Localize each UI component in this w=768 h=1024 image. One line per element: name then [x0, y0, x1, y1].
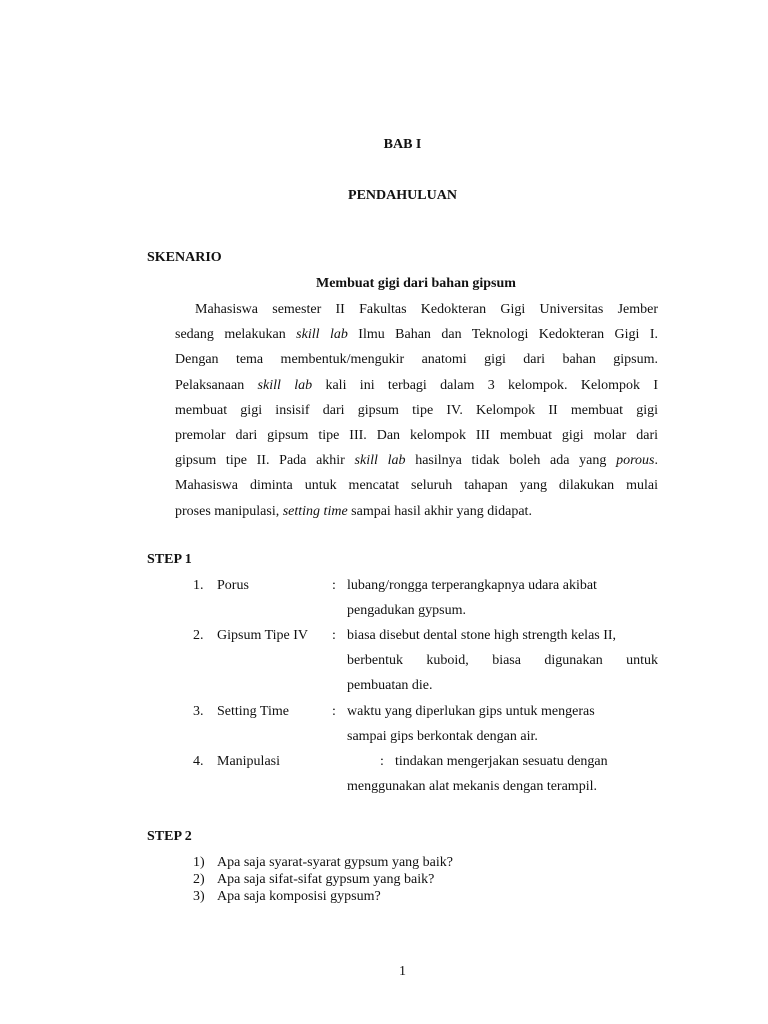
- chapter-title: PENDAHULUAN: [348, 188, 457, 203]
- step1-item-term: Gipsum Tipe IV: [217, 628, 309, 643]
- scenario-italic-term: skill lab: [257, 377, 313, 393]
- scenario-line: gipsum tipe II. Pada akhir skill lab hasilnya tidak boleh ada yang porous.: [175, 453, 658, 469]
- step1-item-colon: :: [332, 704, 336, 719]
- step1-item-definition-line: lubang/rongga terperangkapnya udara akibat: [347, 578, 597, 593]
- scenario-line: Mahasiswa semester II Fakultas Kedokteran Gigi Universitas Jember: [195, 302, 658, 317]
- chapter-number: BAB I: [383, 137, 422, 152]
- scenario-italic-term: setting time: [282, 503, 348, 519]
- step1-item-definition-line: waktu yang diperlukan gips untuk mengeras: [347, 704, 595, 719]
- step1-item-definition-line: berbentuk kuboid, biasa digunakan untuk: [347, 653, 658, 669]
- section-heading-step1: STEP 1: [147, 552, 192, 567]
- scenario-line: Mahasiswa diminta untuk mencatat seluruh tahapan yang dilakukan mulai: [175, 478, 658, 494]
- step2-question-number: 3): [193, 889, 205, 904]
- step1-item-term: Porus: [217, 578, 249, 593]
- scenario-title: Membuat gigi dari bahan gipsum: [316, 276, 516, 291]
- step1-item-colon: :: [332, 578, 336, 593]
- page-number: 1: [399, 964, 406, 979]
- step1-item-colon: :: [380, 754, 384, 769]
- step1-item-definition-line: biasa disebut dental stone high strength kelas II,: [347, 628, 617, 643]
- step1-item-number: 2.: [193, 628, 204, 643]
- step1-item-number: 1.: [193, 578, 204, 593]
- scenario-line: premolar dari gipsum tipe III. Dan kelompok III membuat gigi molar dari: [175, 427, 658, 443]
- scenario-paragraph: [175, 297, 658, 524]
- step1-item-definition-line: tindakan mengerjakan sesuatu dengan: [395, 754, 608, 769]
- step1-item-number: 3.: [193, 704, 204, 719]
- step2-question-text: Apa saja komposisi gypsum?: [217, 889, 381, 904]
- section-heading-skenario: SKENARIO: [147, 250, 222, 265]
- scenario-italic-term: skill lab: [354, 453, 406, 469]
- scenario-line: sedang melakukan skill lab Ilmu Bahan dan Teknologi Kedokteran Gigi I.: [175, 327, 658, 343]
- scenario-italic-term: porous: [616, 453, 655, 469]
- step1-item-number: 4.: [193, 754, 204, 769]
- step1-item-definition-line: menggunakan alat mekanis dengan terampil.: [347, 779, 597, 795]
- section-heading-step2: STEP 2: [147, 829, 192, 844]
- scenario-line: membuat gigi insisif dari gipsum tipe IV. Kelompok II membuat gigi: [175, 402, 658, 418]
- step1-item-definition-line: pengadukan gypsum.: [347, 603, 466, 619]
- step2-question-text: Apa saja syarat-syarat gypsum yang baik?: [217, 855, 453, 870]
- step1-item-term: Manipulasi: [217, 754, 280, 769]
- step1-item-term: Setting Time: [217, 704, 289, 719]
- scenario-line: proses manipulasi, setting time sampai hasil akhir yang didapat.: [175, 503, 532, 519]
- scenario-line: Pelaksanaan skill lab kali ini terbagi dalam 3 kelompok. Kelompok I: [175, 377, 658, 393]
- scenario-italic-term: skill lab: [296, 327, 348, 343]
- step2-question-number: 1): [193, 855, 205, 870]
- step1-item-definition-line: sampai gips berkontak dengan air.: [347, 729, 538, 745]
- step1-item-colon: :: [332, 628, 336, 643]
- step1-item-definition-line: pembuatan die.: [347, 678, 433, 694]
- scenario-line: Dengan tema membentuk/mengukir anatomi gigi dari bahan gipsum.: [175, 352, 658, 368]
- step2-question-text: Apa saja sifat-sifat gypsum yang baik?: [217, 872, 435, 887]
- step2-question-number: 2): [193, 872, 205, 887]
